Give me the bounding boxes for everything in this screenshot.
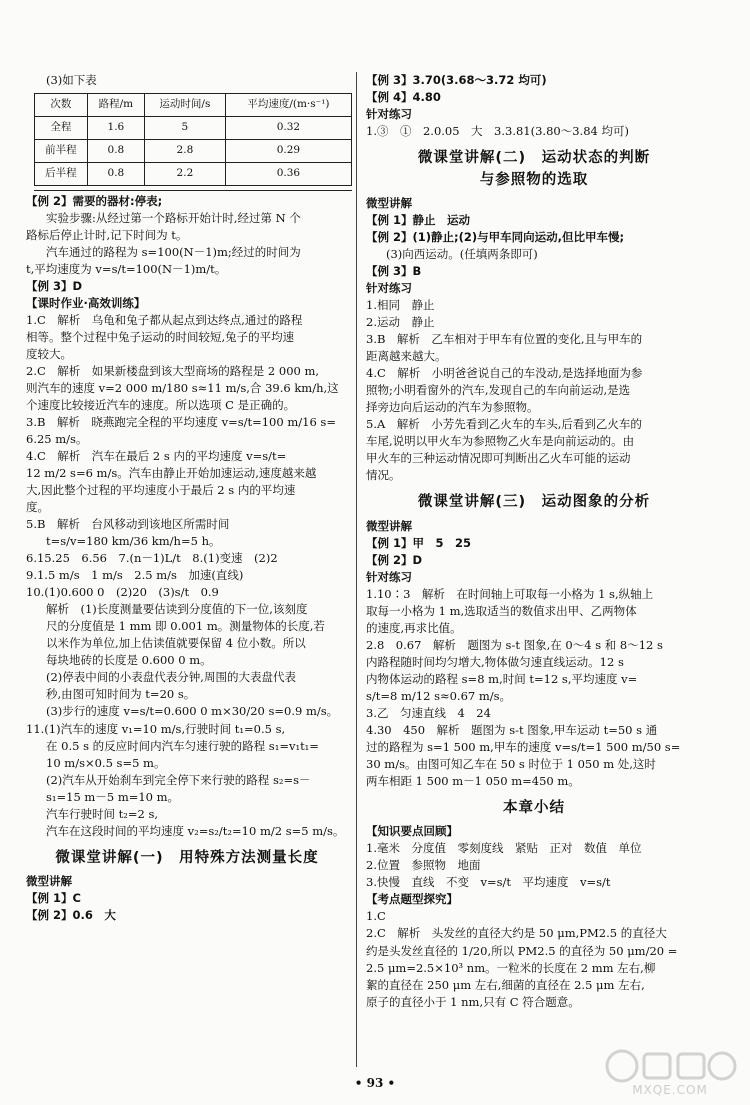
table-row — [35, 140, 352, 163]
section-4-lines — [366, 823, 702, 1010]
table-cell: 2.8 — [144, 140, 225, 163]
text-line: 2.5 μm=2.5×10³ nm。一粒米的长度在 2 mm 左右,柳 — [366, 960, 656, 975]
text-line: 针对练习 — [366, 281, 412, 296]
text-line: 【知识要点回顾】 — [366, 824, 458, 839]
text-line: (3)向西运动。(任填两条即可) — [386, 247, 538, 262]
text-line: t,平均速度为 v=s/t=100(N－1)m/t。 — [26, 262, 227, 277]
table-cell: 1.6 — [87, 117, 144, 140]
section-title-1: 微课堂讲解(一) 用特殊方法测量长度 — [55, 849, 319, 866]
text-line: 【例 3】3.70(3.68～3.72 均可) — [366, 73, 547, 87]
text-line: 解析 (1)长度测量要估读到分度值的下一位,该刻度 — [46, 602, 308, 617]
text-line: 絮的直径在 250 μm 左右,细菌的直径在 2.5 μm 左右, — [366, 977, 645, 992]
left-answer-lines — [26, 193, 348, 840]
text-line: t=s/v=180 km/36 km/h=5 h。 — [46, 534, 221, 549]
watermark-icon — [600, 1048, 740, 1084]
text-line: 6.25 m/s。 — [26, 432, 88, 447]
table-cell: 0.8 — [87, 163, 144, 186]
text-line: 内物体运动的路程 s=8 m,时间 t=12 s,平均速度 v= — [366, 671, 638, 686]
text-line: 距离越来越大。 — [366, 349, 447, 364]
right-top-lines — [366, 72, 702, 140]
text-line: 3.B 解析 乙车相对于甲车有位置的变化,且与甲车的 — [366, 332, 643, 347]
text-line: 2.位置 参照物 地面 — [366, 858, 481, 873]
text-line: 【课时作业·高效训练】 — [26, 296, 146, 311]
section-title-2-cont: 与参照物的选取 — [479, 171, 589, 188]
text-line: 【例 3】B — [366, 264, 422, 279]
table-row — [35, 163, 352, 186]
section-title-3: 微课堂讲解(三) 运动图象的分析 — [417, 494, 651, 511]
text-line: (2)汽车从开始刹车到完全停下来行驶的路程 s₂=s－ — [46, 772, 311, 787]
text-line: 10.(1)0.600 0 (2)20 (3)s/t 0.9 — [26, 585, 219, 600]
text-line: 每块地砖的长度是 0.600 0 m。 — [46, 653, 212, 668]
text-line: 2.C 解析 如果新楼盘到该大型商场的路程是 2 000 m, — [26, 364, 320, 379]
page-number: • 93 • — [354, 1076, 396, 1090]
text-line: 微型讲解 — [366, 195, 412, 210]
left-column — [26, 72, 348, 924]
table-row — [35, 117, 352, 140]
text-line: 1.C — [366, 909, 386, 924]
text-line: 微型讲解 — [26, 874, 72, 889]
column-divider — [356, 72, 357, 1067]
text-line: s₁=15 m－5 m=10 m。 — [46, 789, 180, 804]
text-line: 秒,由图可知时间为 t=20 s。 — [46, 687, 196, 702]
text-line: 择旁边向后运动的汽车为参照物。 — [366, 400, 539, 415]
text-line: 9.1.5 m/s 1 m/s 2.5 m/s 加速(直线) — [26, 568, 244, 583]
text-line: 度较大。 — [26, 347, 72, 362]
text-line: 【例 2】0.6 大 — [26, 908, 116, 923]
text-line: 汽车通过的路程为 s=100(N－1)m;经过的时间为 — [46, 245, 301, 260]
text-line: 针对练习 — [366, 107, 412, 122]
watermark-text: MXQE.COM — [632, 1083, 708, 1097]
text-line: 2.运动 静止 — [366, 315, 435, 330]
text-line: 则汽车的速度 v=2 000 m/180 s≈11 m/s,合 39.6 km/h,这 — [26, 381, 339, 396]
rule-line — [34, 190, 352, 191]
table-header-row — [35, 94, 352, 117]
text-line: 【例 4】4.80 — [366, 90, 441, 105]
text-line: 4.C 解析 小明爸爸说自己的车没动,是选择地面为参 — [366, 366, 643, 381]
text-line: 1.相同 静止 — [366, 298, 435, 313]
text-line: 3.快慢 直线 不变 v=s/t 平均速度 v=s/t — [366, 875, 611, 890]
section-3-lines — [366, 518, 702, 790]
table-cell: 0.29 — [225, 140, 351, 163]
text-line: 【例 1】静止 运动 — [366, 212, 471, 227]
text-line: 情况。 — [366, 468, 401, 483]
text-line: 个速度比较接近汽车的速度。所以选项 C 是正确的。 — [26, 398, 296, 413]
text-line: 30 m/s。由图可知乙车在 50 s 时位于 1 050 m 处,这时 — [366, 756, 656, 771]
text-line: 微型讲解 — [366, 518, 412, 533]
text-line: 【例 2】D — [366, 552, 423, 567]
text-line: s/t=8 m/12 s≈0.67 m/s。 — [366, 688, 512, 703]
left-tail-lines — [26, 873, 348, 924]
text-line: 的速度,再求比值。 — [366, 620, 462, 635]
text-line: 【例 2】(1)静止;(2)与甲车同向运动,但比甲车慢; — [366, 230, 625, 244]
text-line: 以米作为单位,加上估读值就要保留 4 位小数。所以 — [46, 636, 306, 651]
text-line: 【考点题型探究】 — [366, 892, 458, 907]
text-line: 2.C 解析 头发丝的直径大约是 50 μm,PM2.5 的直径大 — [366, 926, 667, 941]
text-line: 过的路程为 s=1 500 m,甲车的速度 v=s/t=1 500 m/50 s= — [366, 739, 681, 754]
table-cell: 0.8 — [87, 140, 144, 163]
text-line: (2)停表中间的小表盘代表分钟,周围的大表盘代表 — [46, 670, 296, 685]
text-line: 原子的直径小于 1 nm,只有 C 符合题意。 — [366, 994, 580, 1009]
text-line: 汽车行驶时间 t₂=2 s, — [46, 806, 159, 821]
text-line: 两车相距 1 500 m－1 050 m=450 m。 — [366, 773, 580, 788]
section-2-lines — [366, 195, 702, 484]
text-line: 【例 1】甲 5 25 — [366, 535, 472, 550]
text-line: 3.乙 匀速直线 4 24 — [366, 705, 491, 720]
section-title-2: 微课堂讲解(二) 运动状态的判断 — [417, 150, 651, 167]
text-line: (3)步行的速度 v=s/t=0.600 0 m×30/20 s=0.9 m/s。 — [46, 704, 339, 719]
text-line: 取每一小格为 1 m,选取适当的数值求出甲、乙两物体 — [366, 603, 637, 618]
table-cell: 全程 — [35, 117, 88, 140]
text-line: 【例 2】需要的器材:停表; — [26, 194, 163, 209]
text-line: 5.A 解析 小芳先看到乙火车的车头,后看到乙火车的 — [366, 417, 642, 432]
text-line: 1.③ ① 2.0.05 大 3.3.81(3.80～3.84 均可) — [366, 124, 629, 139]
text-line: 针对练习 — [366, 569, 412, 584]
text-line: 约是头发丝直径的 1/20,所以 PM2.5 的直径为 50 μm/20 = — [366, 943, 678, 958]
text-line: 路标后停止计时,记下时间为 t。 — [26, 228, 188, 243]
text-line: 1.毫米 分度值 零刻度线 紧贴 正对 数值 单位 — [366, 841, 642, 856]
text-line: 【例 3】D — [26, 279, 83, 294]
table-cell: 0.32 — [225, 117, 351, 140]
text-line: 5.B 解析 台风移动到该地区所需时间 — [26, 517, 230, 532]
text-line: 1.C 解析 乌龟和兔子都从起点到达终点,通过的路程 — [26, 313, 303, 328]
text-line: 相等。整个过程中兔子运动的时间较短,兔子的平均速 — [26, 330, 295, 345]
text-line: 实验步骤:从经过第一个路标开始计时,经过第 N 个 — [46, 211, 301, 226]
table-intro: (3)如下表 — [46, 73, 97, 87]
text-line: 10 m/s×0.5 s=5 m。 — [46, 755, 166, 770]
text-line: 尺的分度值是 1 mm 即 0.001 m。测量物体的长度,若 — [46, 619, 325, 634]
table-header: 次数 — [35, 94, 88, 117]
watermark-logo — [600, 1048, 740, 1100]
text-line: 甲火车的三种运动情况即可判断出乙火车可能的运动 — [366, 451, 631, 466]
table-header: 运动时间/s — [144, 94, 225, 117]
table-header: 平均速度/(m·s⁻¹) — [225, 94, 351, 117]
text-line: 6.15.25 6.56 7.(n－1)L/t 8.(1)变速 (2)2 — [26, 551, 278, 566]
table-header: 路程/m — [87, 94, 144, 117]
right-column — [366, 72, 702, 1011]
text-line: 度。 — [26, 500, 49, 515]
table-cell: 0.36 — [225, 163, 351, 186]
table-cell: 2.2 — [144, 163, 225, 186]
table-cell: 前半程 — [35, 140, 88, 163]
table-cell: 5 — [144, 117, 225, 140]
text-line: 4.30 450 解析 题图为 s-t 图象,甲车运动 t=50 s 通 — [366, 722, 658, 737]
text-line: 11.(1)汽车的速度 v₁=10 m/s,行驶时间 t₁=0.5 s, — [26, 721, 286, 736]
text-line: 在 0.5 s 的反应时间内汽车匀速行驶的路程 s₁=v₁t₁= — [46, 738, 319, 753]
text-line: 3.B 解析 晓燕跑完全程的平均速度 v=s/t=100 m/16 s= — [26, 415, 336, 430]
text-line: 【例 1】C — [26, 891, 81, 906]
table-cell: 后半程 — [35, 163, 88, 186]
text-line: 大,因此整个过程的平均速度小于最后 2 s 内的平均速 — [26, 483, 296, 498]
text-line: 照物;小明看窗外的汽车,发现自己的车向前运动,是选 — [366, 383, 631, 398]
section-title-4: 本章小结 — [503, 799, 565, 816]
text-line: 12 m/2 s=6 m/s。汽车由静止开始加速运动,速度越来越 — [26, 466, 317, 481]
text-line: 4.C 解析 汽车在最后 2 s 内的平均速度 v=s/t= — [26, 449, 287, 464]
text-line: 汽车在这段时间的平均速度 v₂=s₂/t₂=10 m/2 s=5 m/s。 — [46, 823, 345, 838]
text-line: 1.10∶3 解析 在时间轴上可取每一小格为 1 s,纵轴上 — [366, 586, 654, 601]
text-line: 2.8 0.67 解析 题图为 s-t 图象,在 0～4 s 和 8～12 s — [366, 637, 663, 652]
text-line: 车尾,说明以甲火车为参照物乙火车是向前运动的。由 — [366, 434, 635, 449]
speed-table — [34, 93, 352, 186]
text-line: 内路程随时间均匀增大,物体做匀速直线运动。12 s — [366, 654, 624, 669]
